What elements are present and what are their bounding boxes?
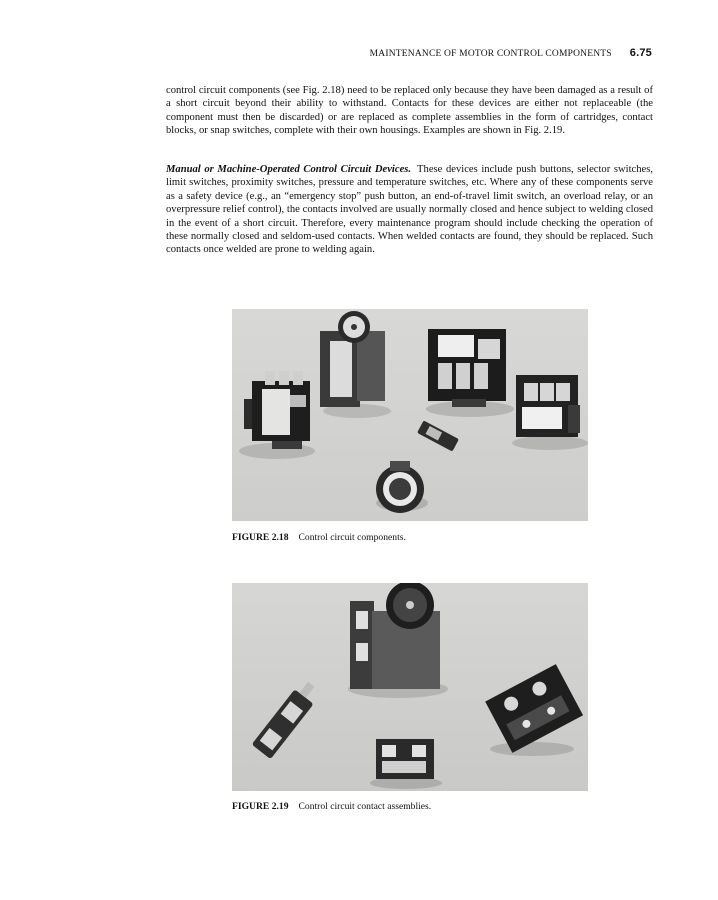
figure-2-19-photo <box>232 583 588 791</box>
contact-cartridge <box>485 664 583 756</box>
dial-timer <box>348 583 448 698</box>
figure-2-18-caption-text: Control circuit components. <box>298 532 406 543</box>
page-number: 6.75 <box>629 47 652 59</box>
control-circuit-components-photo <box>232 309 588 521</box>
timer-relay <box>320 311 391 418</box>
contact-block <box>370 739 442 789</box>
figure-2-18-label: FIGURE 2.18 <box>232 532 289 543</box>
paragraph-1: control circuit components (see Fig. 2.18) need to be replaced only because they have been damaged as a result of a short circuit beyond their ability to withstand. Contacts for these devices are either not replaceable (the component must then be discarded) or are replaced as complete assemblies in the form of cartridges, contact blocks, or snap switches, complete with their own housings. Examples are shown in Fig. 2.19. <box>166 85 653 137</box>
figure-2-19-caption-text: Control circuit contact assemblies. <box>298 801 432 812</box>
figure-2-19-caption <box>232 801 431 812</box>
push-button <box>376 461 428 513</box>
paragraph-2 <box>166 163 653 257</box>
figure-2-18-caption <box>232 532 406 543</box>
figure-2-18-photo <box>232 309 588 521</box>
left-contactor <box>239 371 315 459</box>
running-title: MAINTENANCE OF MOTOR CONTROL COMPONENTS <box>369 49 612 59</box>
right-contactor <box>512 375 588 450</box>
center-contactor <box>426 329 514 417</box>
paragraph-2-body: These devices include push buttons, selector switches, limit switches, proximity switches, pressure and temperature switches, etc. Where any of these components serve as a safety device (e.g., an “emergency stop” push button, an end-of-travel limit switch, an overload relay, or an overpressure relief control), the contacts involved are usually normally closed and hence subject to welding closed in the event of a short circuit. Therefore, every maintenance program should include checking the operation of these normally closed and seldom-used contacts. When welded contacts are found, they should be replaced. Such contacts once welded are prone to welding again. <box>166 164 653 256</box>
snap-switch <box>252 678 323 759</box>
limit-switch <box>417 420 459 451</box>
figure-2-19-label: FIGURE 2.19 <box>232 801 289 812</box>
contact-assemblies-photo <box>232 583 588 791</box>
paragraph-2-heading: Manual or Machine-Operated Control Circuit Devices. <box>166 164 412 175</box>
running-head <box>370 47 652 59</box>
